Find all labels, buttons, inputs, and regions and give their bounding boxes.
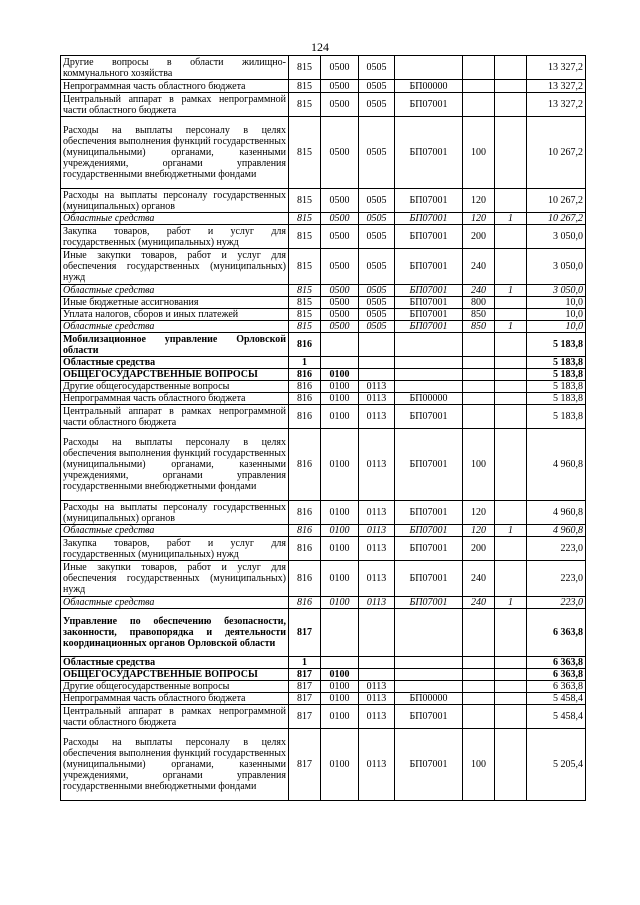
section-code: 0500 — [321, 225, 359, 249]
subsection-code — [359, 669, 395, 681]
target-code: БП07001 — [395, 537, 463, 561]
expense-type-code — [463, 381, 495, 393]
row-name: Областные средства — [61, 597, 289, 609]
section-code: 0500 — [321, 213, 359, 225]
expense-type-code — [463, 357, 495, 369]
table-row — [61, 561, 586, 597]
target-code: БП07001 — [395, 729, 463, 801]
expense-type-code: 850 — [463, 309, 495, 321]
amount: 10 267,2 — [527, 117, 586, 189]
section-code: 0500 — [321, 80, 359, 93]
section-code: 0100 — [321, 537, 359, 561]
amount: 4 960,8 — [527, 429, 586, 501]
subsection-code: 0113 — [359, 705, 395, 729]
source-code: 1 — [495, 213, 527, 225]
amount: 6 363,8 — [527, 657, 586, 669]
admin-code: 817 — [289, 609, 321, 657]
source-code — [495, 669, 527, 681]
amount: 13 327,2 — [527, 93, 586, 117]
subsection-code: 0113 — [359, 393, 395, 405]
row-name: Закупка товаров, работ и услуг для государственных (муниципальных) нужд — [61, 537, 289, 561]
subsection-code: 0113 — [359, 501, 395, 525]
source-code — [495, 297, 527, 309]
source-code — [495, 537, 527, 561]
subsection-code: 0113 — [359, 429, 395, 501]
amount: 5 183,8 — [527, 333, 586, 357]
subsection-code: 0505 — [359, 93, 395, 117]
target-code — [395, 357, 463, 369]
subsection-code: 0113 — [359, 729, 395, 801]
admin-code: 817 — [289, 705, 321, 729]
row-name: Иные закупки товаров, работ и услуг для обеспечения государственных (муниципальных) нужд — [61, 561, 289, 597]
table-row — [61, 225, 586, 249]
target-code: БП07001 — [395, 117, 463, 189]
section-code: 0100 — [321, 681, 359, 693]
row-name: Центральный аппарат в рамках непрограммной части областного бюджета — [61, 405, 289, 429]
admin-code: 815 — [289, 225, 321, 249]
expense-type-code — [463, 657, 495, 669]
target-code: БП07001 — [395, 525, 463, 537]
subsection-code: 0505 — [359, 56, 395, 80]
admin-code: 815 — [289, 117, 321, 189]
section-code: 0100 — [321, 369, 359, 381]
section-code: 0100 — [321, 693, 359, 705]
target-code — [395, 381, 463, 393]
source-code — [495, 681, 527, 693]
table-row — [61, 189, 586, 213]
row-name: ОБЩЕГОСУДАРСТВЕННЫЕ ВОПРОСЫ — [61, 369, 289, 381]
expense-type-code: 200 — [463, 537, 495, 561]
expense-type-code — [463, 705, 495, 729]
row-name: Центральный аппарат в рамках непрограммной части областного бюджета — [61, 705, 289, 729]
table-row — [61, 429, 586, 501]
expense-type-code: 240 — [463, 249, 495, 285]
target-code — [395, 681, 463, 693]
expense-type-code — [463, 405, 495, 429]
subsection-code: 0505 — [359, 213, 395, 225]
row-name: ОБЩЕГОСУДАРСТВЕННЫЕ ВОПРОСЫ — [61, 669, 289, 681]
admin-code: 816 — [289, 537, 321, 561]
section-code: 0500 — [321, 249, 359, 285]
subsection-code: 0113 — [359, 405, 395, 429]
target-code: БП07001 — [395, 93, 463, 117]
row-name: Управление по обеспечению безопасности, законности, правопорядка и деятельности координационных органов Орловской области — [61, 609, 289, 657]
expense-type-code: 850 — [463, 321, 495, 333]
source-code: 1 — [495, 321, 527, 333]
target-code — [395, 333, 463, 357]
admin-code: 816 — [289, 501, 321, 525]
target-code: БП00000 — [395, 693, 463, 705]
table-row — [61, 381, 586, 393]
amount: 10,0 — [527, 297, 586, 309]
admin-code: 816 — [289, 369, 321, 381]
source-code — [495, 93, 527, 117]
source-code — [495, 693, 527, 705]
subsection-code: 0113 — [359, 381, 395, 393]
table-row — [61, 393, 586, 405]
subsection-code: 0505 — [359, 225, 395, 249]
source-code: 1 — [495, 525, 527, 537]
admin-code: 816 — [289, 405, 321, 429]
expense-type-code — [463, 393, 495, 405]
target-code: БП07001 — [395, 561, 463, 597]
table-row — [61, 501, 586, 525]
amount: 13 327,2 — [527, 56, 586, 80]
target-code: БП07001 — [395, 189, 463, 213]
table-row — [61, 537, 586, 561]
table-row — [61, 93, 586, 117]
admin-code: 815 — [289, 321, 321, 333]
amount: 223,0 — [527, 537, 586, 561]
section-code: 0500 — [321, 309, 359, 321]
admin-code: 815 — [289, 189, 321, 213]
source-code — [495, 357, 527, 369]
source-code — [495, 705, 527, 729]
section-code: 0500 — [321, 189, 359, 213]
section-code: 0100 — [321, 405, 359, 429]
table-row — [61, 693, 586, 705]
section-code: 0100 — [321, 393, 359, 405]
section-code: 0100 — [321, 381, 359, 393]
expense-type-code — [463, 669, 495, 681]
row-name: Уплата налогов, сборов и иных платежей — [61, 309, 289, 321]
table-row — [61, 117, 586, 189]
amount: 5 183,8 — [527, 357, 586, 369]
expense-type-code — [463, 80, 495, 93]
row-name: Областные средства — [61, 321, 289, 333]
amount: 10,0 — [527, 309, 586, 321]
row-name: Непрограммная часть областного бюджета — [61, 80, 289, 93]
section-code: 0500 — [321, 117, 359, 189]
subsection-code: 0505 — [359, 309, 395, 321]
source-code — [495, 609, 527, 657]
expense-type-code: 240 — [463, 561, 495, 597]
source-code — [495, 117, 527, 189]
subsection-code: 0113 — [359, 693, 395, 705]
table-row — [61, 405, 586, 429]
table-row — [61, 705, 586, 729]
expense-type-code: 800 — [463, 297, 495, 309]
row-name: Иные бюджетные ассигнования — [61, 297, 289, 309]
amount: 4 960,8 — [527, 501, 586, 525]
table-row — [61, 297, 586, 309]
table-row — [61, 249, 586, 285]
admin-code: 1 — [289, 357, 321, 369]
target-code: БП07001 — [395, 405, 463, 429]
target-code: БП00000 — [395, 80, 463, 93]
row-name: Областные средства — [61, 525, 289, 537]
row-name: Иные закупки товаров, работ и услуг для обеспечения государственных (муниципальных) нужд — [61, 249, 289, 285]
amount: 6 363,8 — [527, 609, 586, 657]
page-number: 124 — [311, 40, 329, 54]
section-code — [321, 333, 359, 357]
subsection-code: 0505 — [359, 285, 395, 297]
row-name: Расходы на выплаты персоналу в целях обеспечения выполнения функций государственных (муниципальными) органами, казенными учреждениями, органами управления государственными внебюджетными фондами — [61, 729, 289, 801]
admin-code: 815 — [289, 309, 321, 321]
amount: 5 458,4 — [527, 705, 586, 729]
table-row — [61, 56, 586, 80]
admin-code: 816 — [289, 429, 321, 501]
expense-type-code: 120 — [463, 501, 495, 525]
amount: 4 960,8 — [527, 525, 586, 537]
source-code: 1 — [495, 285, 527, 297]
table-row — [61, 669, 586, 681]
source-code: 1 — [495, 597, 527, 609]
subsection-code: 0505 — [359, 80, 395, 93]
target-code: БП07001 — [395, 213, 463, 225]
subsection-code — [359, 333, 395, 357]
row-name: Другие общегосударственные вопросы — [61, 381, 289, 393]
subsection-code — [359, 657, 395, 669]
subsection-code — [359, 609, 395, 657]
table-row — [61, 609, 586, 657]
amount: 10 267,2 — [527, 189, 586, 213]
admin-code: 815 — [289, 80, 321, 93]
admin-code: 815 — [289, 249, 321, 285]
admin-code: 816 — [289, 525, 321, 537]
admin-code: 816 — [289, 597, 321, 609]
subsection-code: 0505 — [359, 297, 395, 309]
table-row — [61, 213, 586, 225]
expense-type-code: 120 — [463, 213, 495, 225]
row-name: Областные средства — [61, 285, 289, 297]
subsection-code: 0113 — [359, 681, 395, 693]
admin-code: 815 — [289, 297, 321, 309]
table-row — [61, 333, 586, 357]
target-code: БП07001 — [395, 597, 463, 609]
subsection-code: 0505 — [359, 117, 395, 189]
amount: 223,0 — [527, 597, 586, 609]
row-name: Расходы на выплаты персоналу государственных (муниципальных) органов — [61, 189, 289, 213]
subsection-code: 0505 — [359, 249, 395, 285]
table-row — [61, 357, 586, 369]
section-code: 0100 — [321, 429, 359, 501]
expense-type-code — [463, 369, 495, 381]
amount: 223,0 — [527, 561, 586, 597]
target-code: БП07001 — [395, 501, 463, 525]
subsection-code: 0113 — [359, 537, 395, 561]
section-code: 0500 — [321, 56, 359, 80]
source-code — [495, 56, 527, 80]
section-code: 0500 — [321, 93, 359, 117]
expense-type-code — [463, 693, 495, 705]
amount: 5 458,4 — [527, 693, 586, 705]
source-code — [495, 225, 527, 249]
section-code — [321, 609, 359, 657]
row-name: Расходы на выплаты персоналу в целях обеспечения выполнения функций государственных (муниципальными) органами, казенными учреждениями, органами управления государственными внебюджетными фондами — [61, 429, 289, 501]
amount: 5 183,8 — [527, 381, 586, 393]
section-code: 0100 — [321, 525, 359, 537]
amount: 3 050,0 — [527, 285, 586, 297]
subsection-code: 0113 — [359, 525, 395, 537]
source-code — [495, 249, 527, 285]
admin-code: 815 — [289, 213, 321, 225]
source-code — [495, 561, 527, 597]
section-code — [321, 657, 359, 669]
target-code: БП07001 — [395, 429, 463, 501]
target-code: БП07001 — [395, 249, 463, 285]
admin-code: 815 — [289, 93, 321, 117]
table-row — [61, 80, 586, 93]
table-row — [61, 321, 586, 333]
source-code — [495, 309, 527, 321]
subsection-code: 0505 — [359, 189, 395, 213]
row-name: Областные средства — [61, 213, 289, 225]
source-code — [495, 405, 527, 429]
target-code — [395, 369, 463, 381]
amount: 10,0 — [527, 321, 586, 333]
target-code: БП07001 — [395, 297, 463, 309]
amount: 5 205,4 — [527, 729, 586, 801]
target-code — [395, 657, 463, 669]
amount: 10 267,2 — [527, 213, 586, 225]
admin-code: 815 — [289, 56, 321, 80]
expense-type-code — [463, 609, 495, 657]
table-row — [61, 597, 586, 609]
section-code: 0100 — [321, 561, 359, 597]
section-code: 0100 — [321, 669, 359, 681]
source-code — [495, 333, 527, 357]
subsection-code: 0113 — [359, 597, 395, 609]
table-row — [61, 657, 586, 669]
table-row — [61, 681, 586, 693]
expense-type-code — [463, 56, 495, 80]
section-code: 0100 — [321, 705, 359, 729]
expense-type-code: 120 — [463, 525, 495, 537]
amount: 6 363,8 — [527, 669, 586, 681]
row-name: Непрограммная часть областного бюджета — [61, 393, 289, 405]
section-code: 0500 — [321, 321, 359, 333]
subsection-code: 0505 — [359, 321, 395, 333]
admin-code: 817 — [289, 669, 321, 681]
section-code: 0500 — [321, 297, 359, 309]
source-code — [495, 657, 527, 669]
source-code — [495, 501, 527, 525]
subsection-code — [359, 369, 395, 381]
expense-type-code: 200 — [463, 225, 495, 249]
expense-type-code: 120 — [463, 189, 495, 213]
section-code: 0100 — [321, 501, 359, 525]
admin-code: 816 — [289, 393, 321, 405]
table-row — [61, 729, 586, 801]
expense-type-code — [463, 93, 495, 117]
row-name: Центральный аппарат в рамках непрограммной части областного бюджета — [61, 93, 289, 117]
admin-code: 816 — [289, 333, 321, 357]
row-name: Непрограммная часть областного бюджета — [61, 693, 289, 705]
table-row — [61, 309, 586, 321]
admin-code: 815 — [289, 285, 321, 297]
source-code — [495, 369, 527, 381]
table-row — [61, 525, 586, 537]
row-name: Областные средства — [61, 357, 289, 369]
section-code — [321, 357, 359, 369]
expense-type-code — [463, 333, 495, 357]
target-code — [395, 609, 463, 657]
amount: 5 183,8 — [527, 405, 586, 429]
table-row — [61, 285, 586, 297]
target-code: БП07001 — [395, 309, 463, 321]
source-code — [495, 729, 527, 801]
row-name: Расходы на выплаты персоналу государственных (муниципальных) органов — [61, 501, 289, 525]
source-code — [495, 393, 527, 405]
source-code — [495, 429, 527, 501]
admin-code: 1 — [289, 657, 321, 669]
table-row — [61, 369, 586, 381]
source-code — [495, 381, 527, 393]
admin-code: 816 — [289, 561, 321, 597]
target-code: БП07001 — [395, 285, 463, 297]
target-code — [395, 669, 463, 681]
amount: 5 183,8 — [527, 393, 586, 405]
expense-type-code — [463, 681, 495, 693]
admin-code: 817 — [289, 729, 321, 801]
section-code: 0500 — [321, 285, 359, 297]
amount: 13 327,2 — [527, 80, 586, 93]
amount: 3 050,0 — [527, 249, 586, 285]
amount: 3 050,0 — [527, 225, 586, 249]
expense-type-code: 240 — [463, 597, 495, 609]
expense-type-code: 100 — [463, 429, 495, 501]
section-code: 0100 — [321, 729, 359, 801]
target-code: БП07001 — [395, 705, 463, 729]
row-name: Закупка товаров, работ и услуг для государственных (муниципальных) нужд — [61, 225, 289, 249]
source-code — [495, 189, 527, 213]
target-code: БП00000 — [395, 393, 463, 405]
admin-code: 816 — [289, 381, 321, 393]
subsection-code: 0113 — [359, 561, 395, 597]
target-code: БП07001 — [395, 225, 463, 249]
subsection-code — [359, 357, 395, 369]
target-code: БП07001 — [395, 321, 463, 333]
expense-type-code: 240 — [463, 285, 495, 297]
expense-type-code: 100 — [463, 117, 495, 189]
row-name: Мобилизационное управление Орловской области — [61, 333, 289, 357]
source-code — [495, 80, 527, 93]
budget-table — [60, 55, 586, 801]
row-name: Другие вопросы в области жилищно-коммунального хозяйства — [61, 56, 289, 80]
row-name: Областные средства — [61, 657, 289, 669]
amount: 5 183,8 — [527, 369, 586, 381]
section-code: 0100 — [321, 597, 359, 609]
amount: 6 363,8 — [527, 681, 586, 693]
target-code — [395, 56, 463, 80]
admin-code: 817 — [289, 693, 321, 705]
expense-type-code: 100 — [463, 729, 495, 801]
admin-code: 817 — [289, 681, 321, 693]
row-name: Расходы на выплаты персоналу в целях обеспечения выполнения функций государственных (муниципальными) органами, казенными учреждениями, органами управления государственными внебюджетными фондами — [61, 117, 289, 189]
row-name: Другие общегосударственные вопросы — [61, 681, 289, 693]
